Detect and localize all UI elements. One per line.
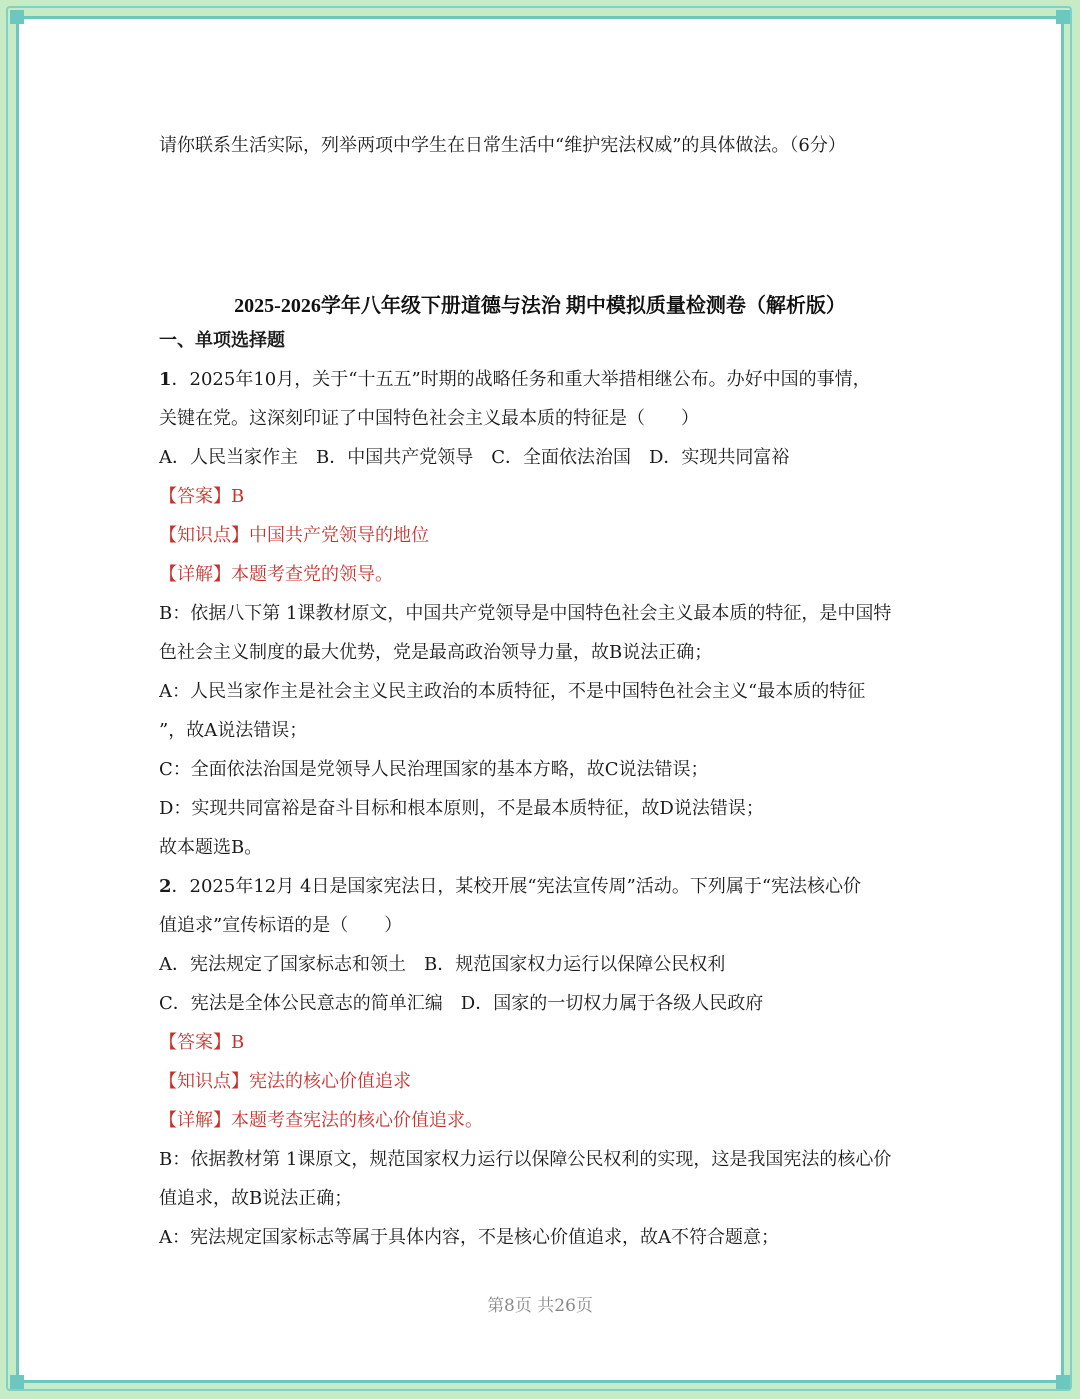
q2-stem-line-2: 值追求”宣传标语的是（ ） — [159, 915, 403, 936]
q2-explanation-line: 值追求，故B说法正确； — [159, 1188, 353, 1209]
q1-knowledge-point: 【知识点】中国共产党领导的地位 — [159, 525, 429, 546]
q1-stem-line-1 — [159, 368, 871, 392]
corner-ornament — [1056, 1375, 1070, 1389]
q1-explanation-line: B：依据八下第 1课教材原文，中国共产党领导是中国特色社会主义最本质的特征，是中国特 — [159, 603, 892, 624]
q2-options-line-2: C．宪法是全体公民意志的简单汇编 D．国家的一切权力属于各级人民政府 — [159, 993, 764, 1014]
corner-ornament — [1056, 10, 1070, 24]
q2-explanation-heading: 【详解】本题考查宪法的核心价值追求。 — [159, 1110, 483, 1131]
q1-number: 1 — [159, 369, 172, 390]
section-heading: 一、单项选择题 — [159, 330, 285, 351]
page-title: 2025-2026学年八年级下册道德与法治 期中模拟质量检测卷（解析版） — [234, 295, 846, 317]
q1-conclusion: 故本题选B。 — [159, 837, 263, 858]
intro-question: 请你联系生活实际，列举两项中学生在日常生活中“维护宪法权威”的具体做法。（6分） — [159, 135, 846, 156]
q2-number: 2 — [159, 876, 172, 897]
q1-options: A．人民当家作主 B．中国共产党领导 C．全面依法治国 D．实现共同富裕 — [159, 447, 790, 468]
q2-knowledge-point: 【知识点】宪法的核心价值追求 — [159, 1071, 411, 1092]
q1-explanation-line: ”，故A说法错误； — [159, 720, 308, 741]
q2-stem-text: ．2025年12月 4日是国家宪法日，某校开展“宪法宣传周”活动。下列属于“宪法核心价 — [171, 876, 862, 897]
q1-answer: 【答案】B — [159, 486, 245, 507]
q1-explanation-line: A：人民当家作主是社会主义民主政治的本质特征，不是中国特色社会主义“最本质的特征 — [159, 681, 866, 702]
page-number-footer: 第8页 共26页 — [487, 1296, 593, 1316]
q2-answer: 【答案】B — [159, 1032, 245, 1053]
q2-stem-line-1 — [159, 875, 861, 899]
corner-ornament — [10, 10, 24, 24]
q1-explanation-heading: 【详解】本题考查党的领导。 — [159, 564, 393, 585]
q1-explanation-line: C：全面依法治国是党领导人民治理国家的基本方略，故C说法错误； — [159, 759, 709, 780]
q1-explanation-line: D：实现共同富裕是奋斗目标和根本原则，不是最本质特征，故D说法错误； — [159, 798, 764, 819]
q2-explanation-line: A：宪法规定国家标志等属于具体内容，不是核心价值追求，故A不符合题意； — [159, 1227, 779, 1248]
q2-explanation-line: B：依据教材第 1课原文，规范国家权力运行以保障公民权利的实现，这是我国宪法的核心价 — [159, 1149, 892, 1170]
q1-stem-line-2: 关键在党。这深刻印证了中国特色社会主义最本质的特征是（ ） — [159, 408, 699, 429]
q1-explanation-line: 色社会主义制度的最大优势，党是最高政治领导力量，故B说法正确； — [159, 642, 713, 663]
q2-options-line-1: A．宪法规定了国家标志和领土 B．规范国家权力运行以保障公民权利 — [159, 954, 726, 975]
corner-ornament — [10, 1375, 24, 1389]
q1-stem-text: ．2025年10月，关于“十五五”时期的战略任务和重大举措相继公布。办好中国的事情， — [171, 369, 871, 390]
